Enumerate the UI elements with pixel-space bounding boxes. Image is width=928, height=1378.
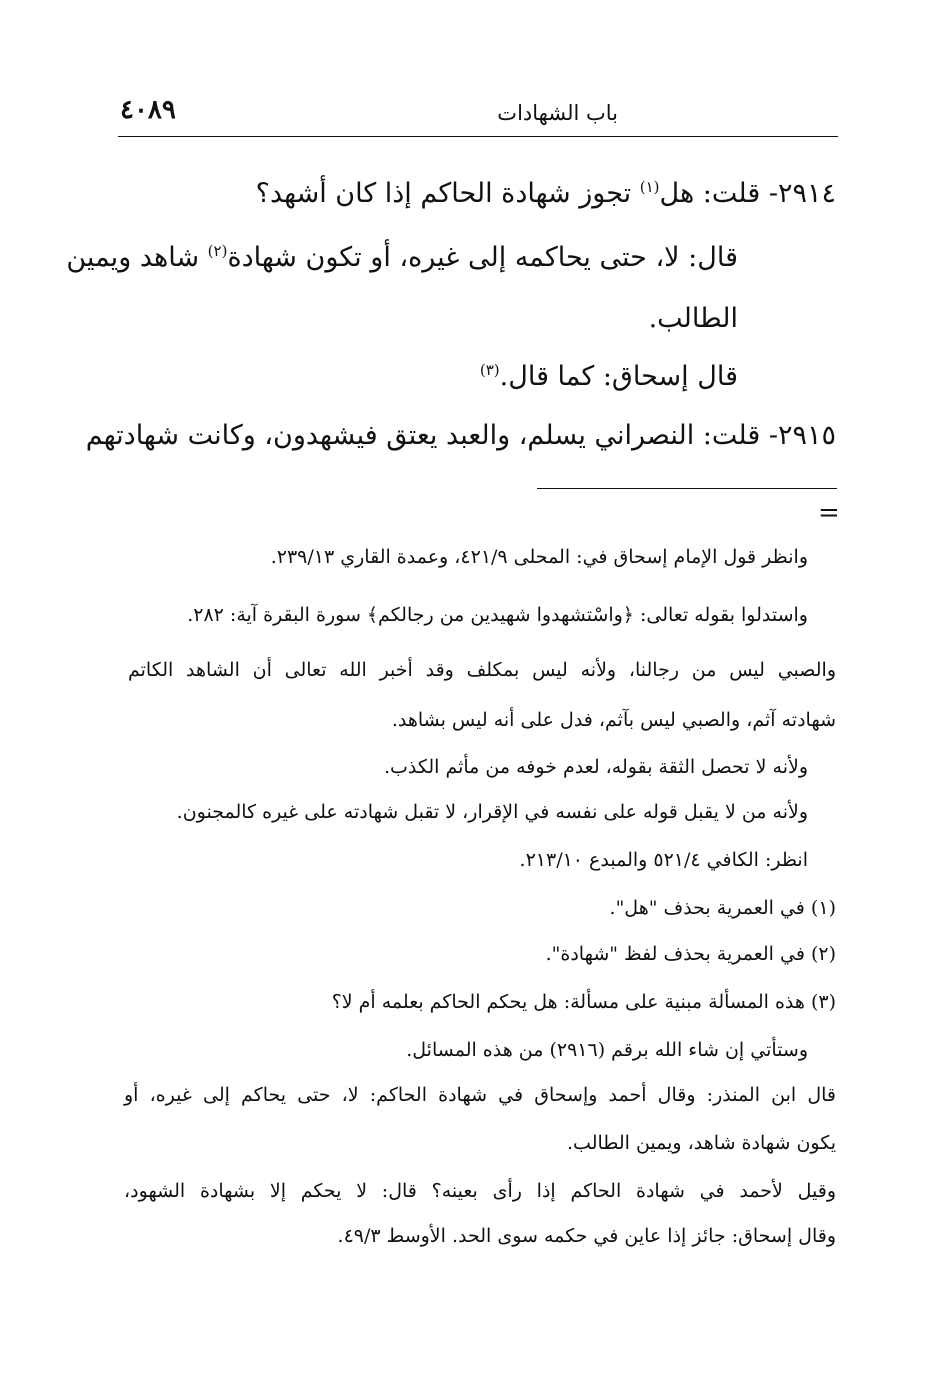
footnote-line: يكون شهادة شاهد، ويمين الطالب. [567, 1132, 836, 1154]
footnote-3: (٣) هذه المسألة مبنية على مسألة: هل يحكم الحاكم بعلمه أم لا؟ [331, 991, 836, 1013]
footnote-line: والصبي ليس من رجالنا، ولأنه ليس بمكلف وقد أخبر الله تعالى أن الشاهد الكاتم [128, 659, 836, 681]
footnote-line: قال ابن المنذر: وقال أحمد وإسحاق في شهادة الحاكم: لا، حتى يحاكم إلى غيره، أو [124, 1084, 836, 1106]
question-text-end: تجوز شهادة الحاكم إذا كان أشهد؟ [255, 178, 640, 209]
footnote-ref-1: (١) [639, 178, 660, 196]
running-header-title: باب الشهادات [497, 101, 618, 125]
footnote-line: وقال إسحاق: جائز إذا عاين في حكمه سوى الحد. الأوسط ٤٩/٣. [337, 1225, 836, 1247]
footnote-line: وستأتي إن شاء الله برقم (٢٩١٦) من هذه المسائل. [406, 1039, 808, 1061]
answer-line-1 [66, 242, 738, 273]
ishaq-text: قال إسحاق: كما قال. [499, 361, 738, 392]
footnote-line: شهادته آثم، والصبي ليس بآثم، فدل على أنه ليس بشاهد. [391, 709, 836, 731]
footnote-ref-3: (٣) [479, 361, 500, 379]
header-rule [118, 136, 838, 137]
footnote-line: وانظر قول الإمام إسحاق في: المحلى ٤٢١/٩، وعمدة القاري ٢٣٩/١٣. [270, 546, 808, 568]
question-text: قلت: النصراني يسلم، والعبد يعتق فيشهدون، وكانت شهادتهم [85, 420, 761, 451]
footnote-line: ولأنه لا تحصل الثقة بقوله، لعدم خوفه من مأثم الكذب. [383, 756, 808, 778]
question-2915 [85, 420, 836, 451]
footnote-line: ولأنه من لا يقبل قوله على نفسه في الإقرار، لا تقبل شهادته على غيره كالمجنون. [176, 801, 808, 823]
page-number: ٤٠٨٩ [120, 95, 176, 125]
footnote-line: وقيل لأحمد في شهادة الحاكم إذا رأى بعينه؟ قال: لا يحكم إلا بشهادة الشهود، [124, 1180, 836, 1202]
footnote-1: (١) في العمرية بحذف "هل". [609, 897, 836, 919]
footnote-line: انظر: الكافي ٥٢١/٤ والمبدع ٢١٣/١٠. [519, 849, 808, 871]
footnote-ref-2: (٢) [207, 242, 228, 260]
footnote-line: واستدلوا بقوله تعالى: ﴿واسْتشهدوا شهيدين من رجالكم﴾ سورة البقرة آية: ٢٨٢. [187, 604, 808, 626]
footnote-2: (٢) في العمرية بحذف لفظ "شهادة". [545, 943, 836, 965]
footnote-separator [537, 488, 837, 489]
answer-text-end: شاهد ويمين [66, 242, 208, 273]
answer-line-2: الطالب. [648, 303, 738, 334]
question-text-start: قلت: هل [659, 178, 761, 209]
ishaq-answer [480, 361, 738, 392]
answer-text-start: قال: لا، حتى يحاكمه إلى غيره، أو تكون شهادة [227, 242, 738, 273]
footnote-continuation-mark: = [818, 498, 840, 528]
question-number: ٢٩١٥- [760, 420, 836, 451]
question-2914 [256, 178, 836, 209]
question-number: ٢٩١٤- [760, 178, 836, 209]
